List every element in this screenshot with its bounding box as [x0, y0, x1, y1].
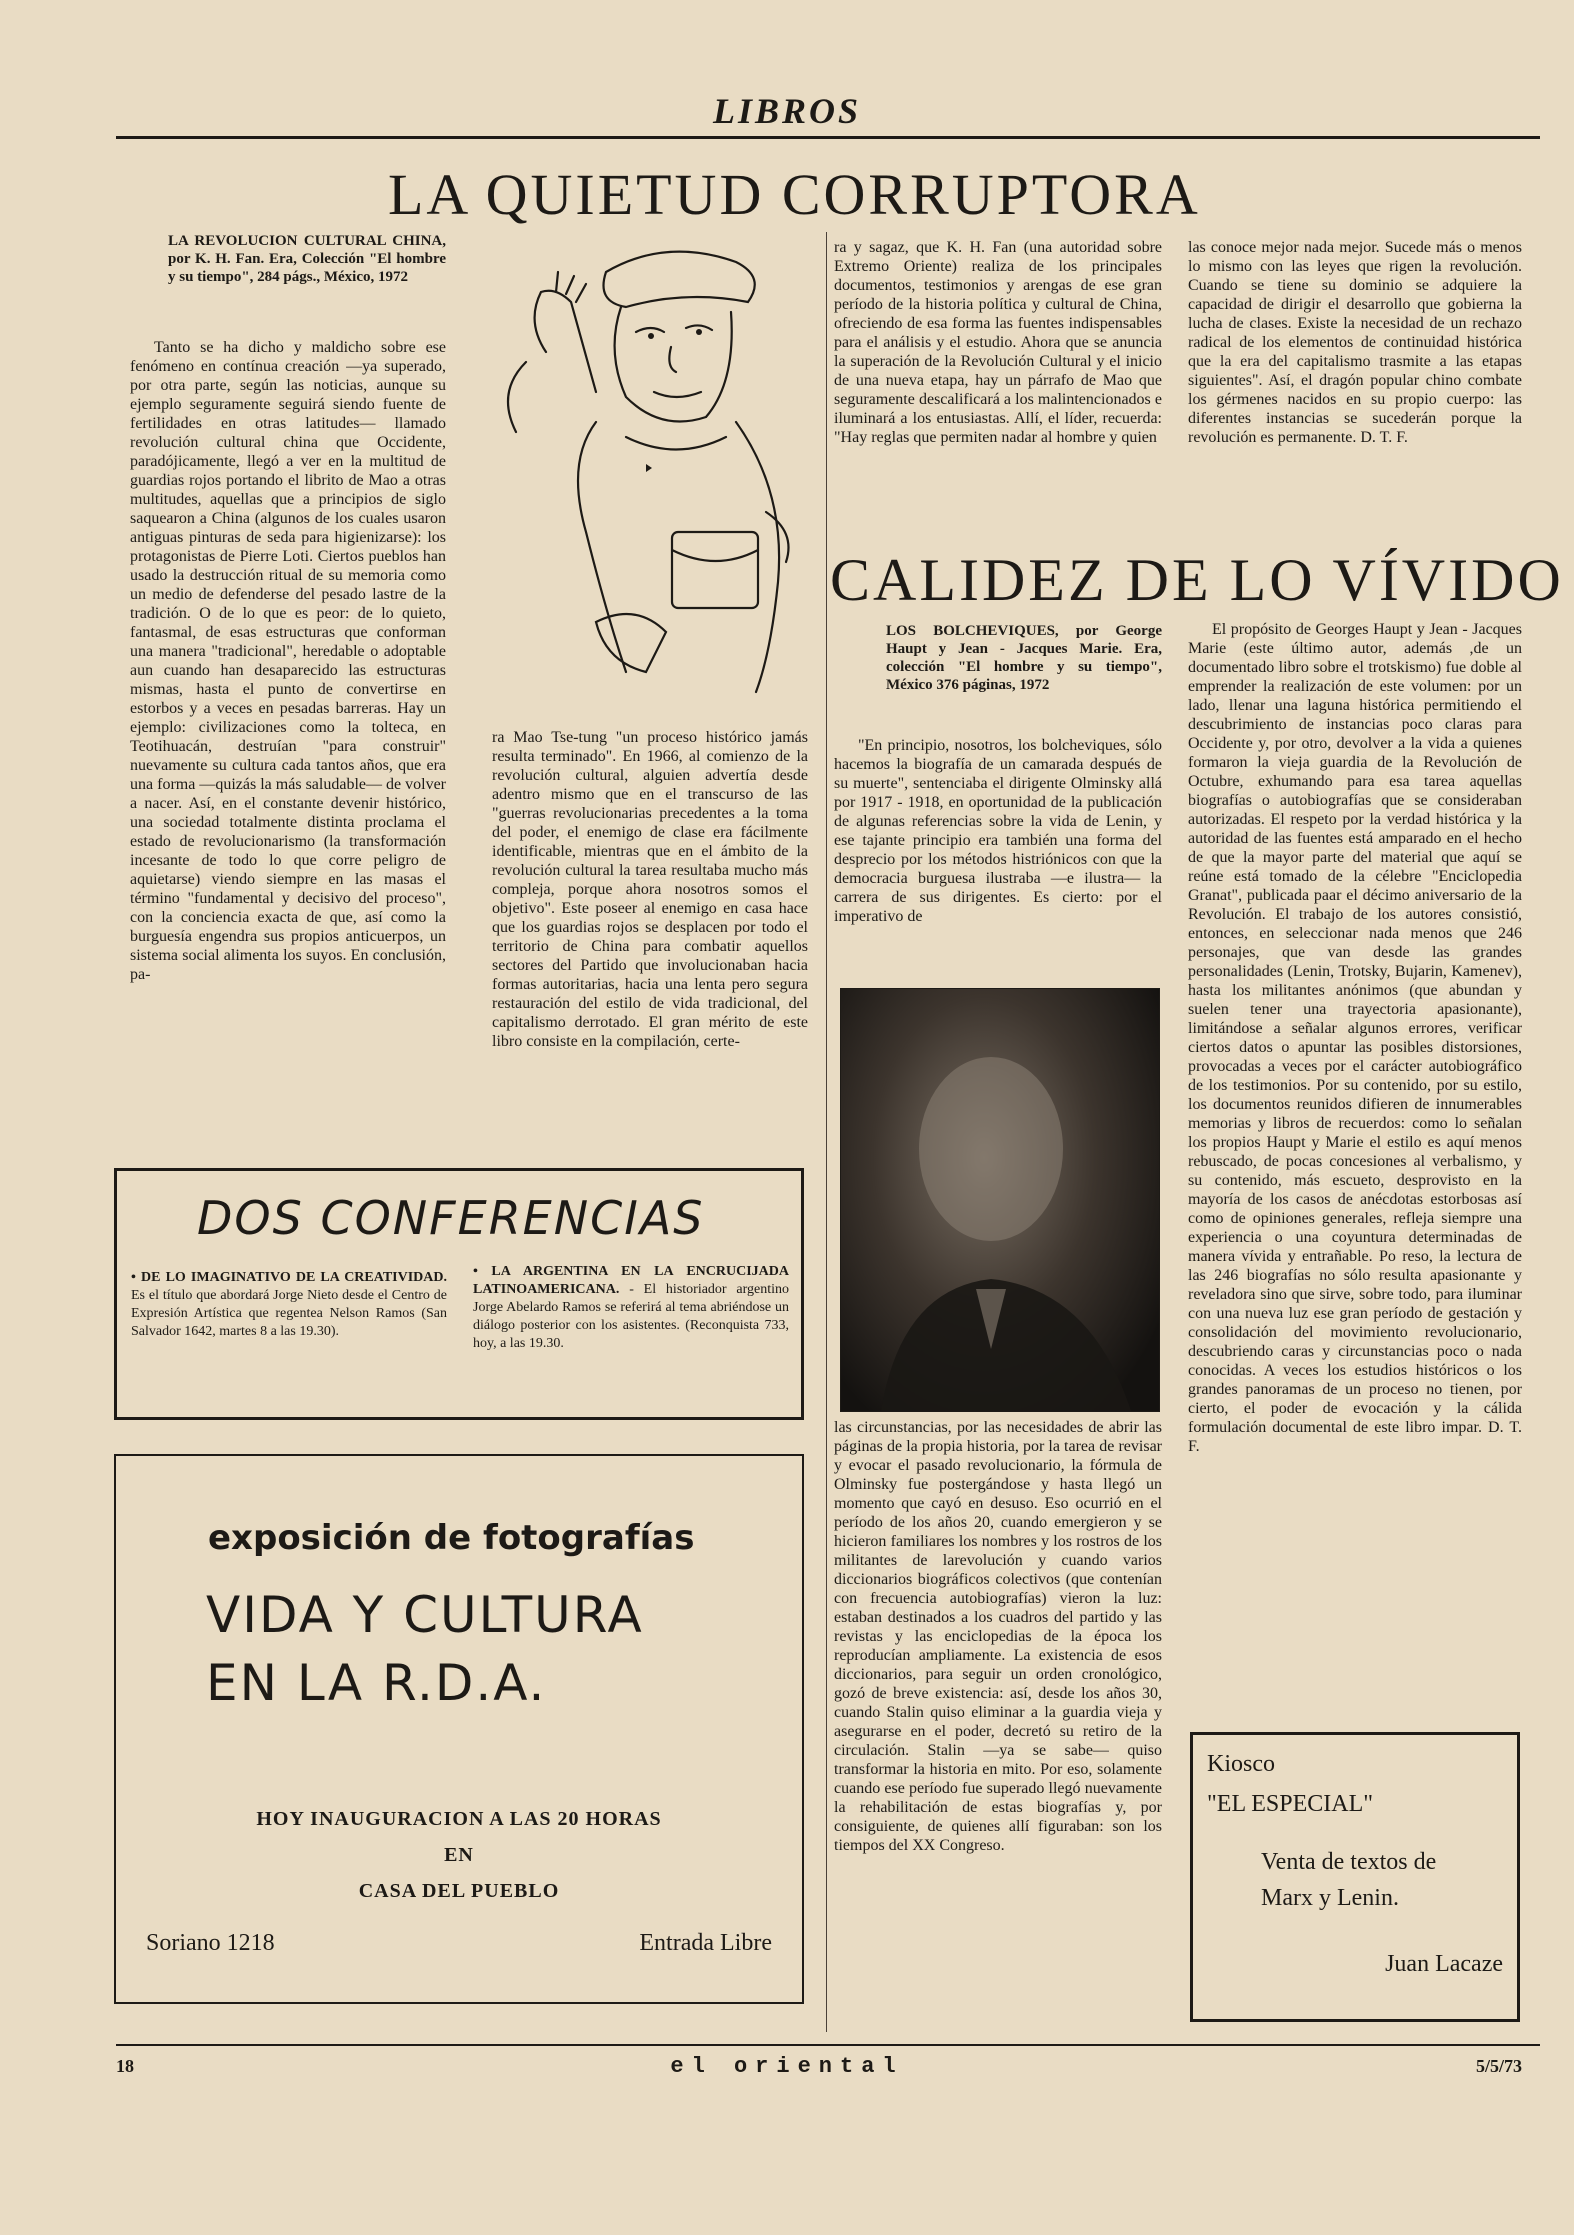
article1-column-1 — [130, 338, 446, 1148]
conference-item-1-title: DE LO IMAGINATIVO DE LA CREATIVIDAD. — [141, 1270, 448, 1285]
article1-col4-text: las conoce mejor nada mejor. Sucede más o menos lo mismo con las leyes que rigen la revolución. Cuando se tiene su dominio se adquiere la capacidad de dirigir el desarrollo que gobierna la lucha de clases. Existe la necesidad de un rechazo radical de los elementos de continuidad histórica que la era del capitalismo trasmite a las etapas siguientes". Así, el dragón popular chino combate los gérmenes nacidos en su propio cuerpo: las diferentes instancias se sucederán porque la revolución es permanente. D. T. F. — [1188, 239, 1522, 446]
article1-column-2 — [492, 728, 808, 1148]
conference-item-1-body: Es el título que abordará Jorge Nieto desde el Centro de Expresión Artística que regentea Nelson Ramos (San Salvador 1642, martes 8 a las 19.30). — [131, 1288, 447, 1339]
exposition-venue: CASA DEL PUEBLO — [358, 1880, 560, 1902]
kiosk-box — [1190, 1732, 1520, 2022]
exposition-subtitle: exposición de fotografías — [208, 1518, 695, 1558]
article1-headline: LA QUIETUD CORRUPTORA — [388, 162, 1201, 227]
section-label: LIBROS — [712, 91, 862, 131]
article1-column-3 — [834, 238, 1162, 560]
conference-item-2-body: - El historiador argentino Jorge Abelardo Ramos se referirá al tema abriéndose un diálogo posterior con los asistentes. (Reconquista 733, hoy, a las 19.30. — [473, 1282, 790, 1351]
conferences-box — [114, 1168, 804, 1420]
article1-col1-text: Tanto se ha dicho y maldicho sobre ese fenómeno en contínua creación —ya superado, por otra parte, según las noticias, aunque su ejemplo seguramente seguirá siendo fuente de fertilidades en otras latitudes— llamado revolución cultural china que Occidente, paradójicamente, llegó a ver en la multitud de guardias rojos portando el librito de Mao a otras multitudes, aquellas que a principios de siglo saquearon a China (algunos de los cuales usaron antiguas pinturas de seda para higienizarse): los protagonistas de Pierre Loti. Ciertos pueblos han usado la destrucción ritual de su memoria como un medio de defenderse del pesado lastre de la tradición. O de lo que es peor: de lo quieto, fantasmal, de esas estructuras que conforman una manera "tradicional", heredable o adoptable aun cuando han desaparecido las estructuras mismas, hasta el punto de convertirse en estorbos y a veces en pesadas barreras. Hay un ejemplo: civilizaciones como la tolteca, en Teotihuacán, destruían "para construir" nuevamente su cultura cada tantos años, que era una forma —quizás la más saludable— de volver a nacer. Así, en el constante devenir histórico, una sociedad totalmente distinta proclama el estado de revolucionarismo (la transformación incesante de todo lo que corre peligro de aquietarse) viendo siempre en las masas el término "fundamental y decisivo del proceso", con la conciencia exacta de que, así como la burguesía engendra sus propios anticuerpos, un sistema social alimenta los suyos. En conclusión, pa- — [130, 339, 446, 983]
article2-col1-text: "En principio, nosotros, los bolcheviques, sólo hacemos la biografía de un camarada después de su muerte", sentenciaba el dirigente Olminsky allá por 1917 - 1918, en oportunidad de la publicación de algunas referencias sobre la vida de Lenin, y ese tajante principio era también una forma del desprecio por los métodos histriónicos con que la democracia burguesa ilustraba —e ilustra— la carrera de sus dirigentes. Es cierto: por el imperativo de — [834, 737, 1162, 925]
exposition-title-line-1: VIDA Y CULTURA — [206, 1586, 644, 1644]
article1-col2-text: ra Mao Tse-tung "un proceso histórico jamás resulta terminado". En 1966, al comienzo de la revolución cultural, alguien advertía desde adentro mismo que en el transcurso de las "guerras revolucionarias precedentes a la toma del poder, el enemigo de clase era fácilmente identificable, mientras que en el ámbito de la revolución cultural la tarea resultaba mucho más compleja, porque ahora nosotros somos el objetivo". Este poseer al enemigo en casa hace que los guardias rojos se desplacen por todo el territorio de China para combatir aquellos sectores del Partido que involucionaban hacia formas autoritarias, hacia una lenta pero segura restauración del estilo de vida tradicional, del capitalismo derrotado. El gran mérito de este libro consiste en la compilación, certe- — [492, 729, 808, 1050]
exposition-entry: Entrada Libre — [639, 1930, 772, 1956]
author-portrait-photo — [840, 988, 1160, 1412]
issue-date: 5/5/73 — [1475, 2056, 1522, 2076]
kiosk-offer-line-1: Venta de textos de — [1261, 1849, 1437, 1875]
conference-item-1: • DE LO IMAGINATIVO DE LA CREATIVIDAD. Es el título que abordará Jorge Nieto desde el Centro de Expresión Artística que regentea Nelson Ramos (San Salvador 1642, martes 8 a las 19.30). — [131, 1270, 448, 1339]
exposition-opening: HOY INAUGURACION A LAS 20 HORAS — [256, 1808, 662, 1830]
exposition-title-line-2: EN LA R.D.A. — [206, 1654, 547, 1712]
article2-col2-text: El propósito de Georges Haupt y Jean - Jacques Marie (este último autor, además ,de un documentado libro sobre el trotskismo) fue doble al emprender la realización de este volumen: por un lado, llenar una laguna histórica permitiendo el descubrimiento de instancias poco claras para Occidente y, por otro, devolver a la vida a quienes formaron la vieja guardia de la Revolución de Octubre, exhumando para esa tarea aquellas biografías o autobiografías que se consideraban autorizadas. El respeto por la verdad histórica y la autoridad de las fuentes está amparado en el hecho de que la mayor parte del material que aquí se reúne está tomado de la célebre "Enciclopedia Granat", publicada paar el décimo aniversario de la Revolución. El trabajo de los autores consistió, entonces, en seleccionar nada menos que 246 personajes, que van desde las grandes personalidades (Lenin, Trotsky, Bujarin, Kamenev), hasta los militantes anónimos (que abundan y suelen tener una trayectoria apasionante), limitándose a señalar algunos errores, verificar ciertos datos o apuntar las posibles distorsiones, provocadas a veces por el carácter autobiográfico de los testimonios. Por su contenido, por su estilo, los documentos reunidos difieren de innumerables memorias y libros de recuerdos: como lo señalan los propios Haupt y Marie el estilo es aquí menos rebuscado, de pocas concesiones al verbalismo, y su contenido, más escueto, desprovisto en la mayoría de los casos de anécdotas estorbosas así como de opiniones generales, refleja siempre una experiencia o una coyuntura determinadas de manera vívida y entrañable. Po reso, la lectura de las 246 biografías no sólo resulta apasionante y reveladora sino que sirve, sobre todo, para iluminar con una nueva luz ese gran período de gestación y consolidación del movimiento revolucionario, descubriendo caras y circunstancias poco o nada conocidas. A veces los estudios históricos o los grandes panoramas de un proceso no tienen, por cierto, el poder de evocación y la cálida formulación documental de este libro impar. D. T. F. — [1188, 621, 1522, 1455]
article2-bibliography: LOS BOLCHEVIQUES, por George Haupt y Jean - Jacques Marie. Era, colección "El hombre y su tiempo", México 376 páginas, 1972 — [886, 623, 1162, 693]
exposition-address: Soriano 1218 — [146, 1930, 275, 1956]
conference-item-2-title: LA ARGENTINA EN LA ENCRUCIJADA LATINOAMERICANA. — [473, 1264, 789, 1297]
article2-headline: CALIDEZ DE LO VÍVIDO — [830, 547, 1564, 613]
article2-column-1b — [834, 1418, 1162, 2018]
page-number: 18 — [116, 2056, 134, 2076]
kiosk-offer-line-2: Marx y Lenin. — [1261, 1885, 1399, 1911]
article1-col3-text: ra y sagaz, que K. H. Fan (una autoridad sobre Extremo Oriente) realiza de los principales documentos, testimonios y arengas de ese gran período de la historia política y cultural de China, ofreciendo de esa forma las fuentes indispensables para el análisis y el estudio. Ahora que se anuncia la superación de la Revolución Cultural y el inicio de una nueva etapa, hay un párrafo de Mao que seguramente descalificará a los malintencionados e iluminará a los entusiastas. Allí, el líder, recuerda: "Hay reglas que permiten nadar al hombre y quien — [834, 239, 1162, 446]
exposition-box — [114, 1454, 804, 2004]
article2-column-2 — [1188, 620, 1522, 1700]
mao-cartoon-illustration — [486, 232, 806, 710]
article2-col1b-text: las circunstancias, por las necesidades de abrir las páginas de la propia historia, por la tarea de revisar y evocar el pasado revolucionario, la fórmula de Olminsky fue postergándose y hasta llegó un momento que cayó en desuso. Eso ocurrió en el período de los años 20, cuando emergieron y se hicieron familiares los nombres y los rostros de los militantes de larevolución y cuando varios diccionarios biográficos colectivos (que contenían con frecuencia autobiografías) vieron la luz: estaban destinados a los cuadros del partido y las revistas y las enciclopedias de la época los reproducían ampliamente. La existencia de esos diccionarios, para seguir un orden cronológico, gozó de breve existencia: así, desde los años 30, cuando Stalin quiso eliminar a la guardia vieja y asegurarse en el poder, decretó su retiro de la circulación. Stalin —ya se sabe— quiso transformar la historia en mito. Por eso, solamente cuando ese período fue superado llegó nuevamente la rehabilitación de estas biografías y, por consiguiente, de quienes allí figuraban: son los tiempos del XX Congreso. — [834, 1419, 1162, 1854]
conferences-title: DOS CONFERENCIAS — [197, 1191, 705, 1245]
header-rule — [116, 136, 1540, 139]
article1-bibliography: LA REVOLUCION CULTURAL CHINA, por K. H. Fan. Era, Colección "El hombre y su tiempo", 284 págs., México, 1972 — [168, 233, 446, 285]
footer-rule — [116, 2044, 1540, 2046]
publication-name: el oriental — [670, 2054, 904, 2079]
kiosk-name: "EL ESPECIAL" — [1207, 1791, 1374, 1817]
article1-column-4 — [1188, 238, 1522, 560]
kiosk-label: Kiosco — [1207, 1751, 1275, 1777]
column-divider — [826, 232, 827, 2032]
article2-column-1 — [834, 736, 1162, 968]
conference-item-2: • LA ARGENTINA EN LA ENCRUCIJADA LATINOAMERICANA. - El historiador argentino Jorge Abelardo Ramos se referirá al tema abriéndose un diálogo posterior con los asistentes. (Reconquista 733, hoy, a las 19.30. — [473, 1264, 790, 1351]
kiosk-owner: Juan Lacaze — [1385, 1951, 1503, 1977]
exposition-en: EN — [444, 1844, 474, 1866]
